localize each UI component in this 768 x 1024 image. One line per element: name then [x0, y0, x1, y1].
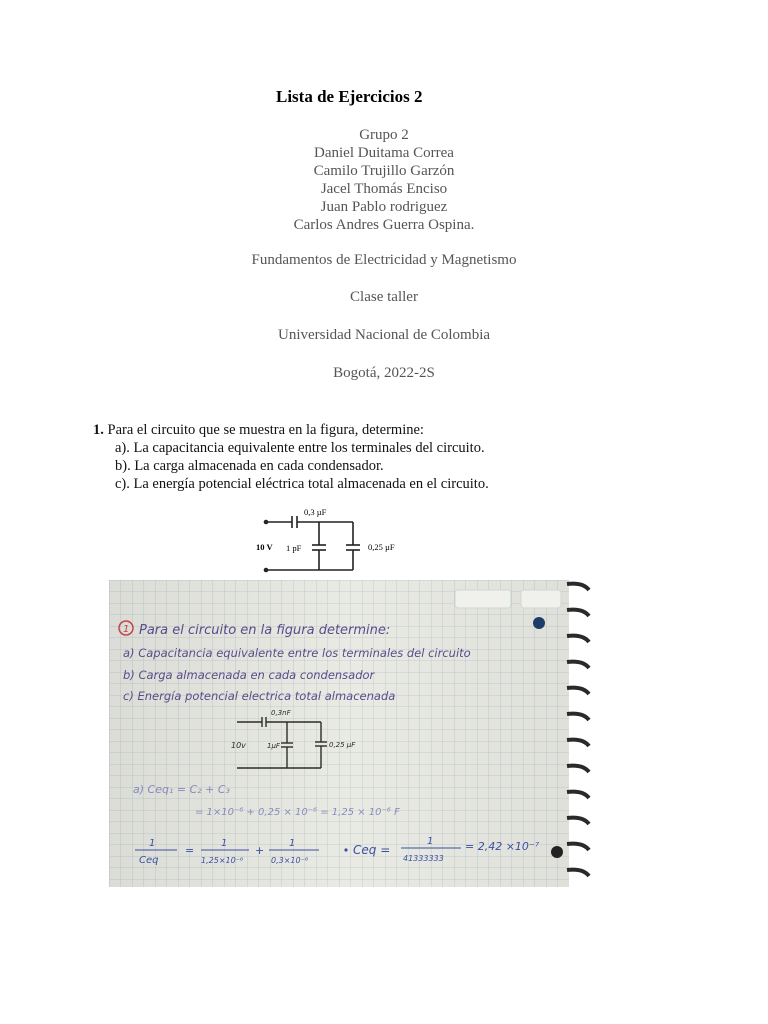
author-name: Juan Pablo rodriguez	[320, 199, 448, 215]
fraction-num: 1	[221, 838, 228, 849]
author-name: Jacel Thomás Enciso	[320, 181, 448, 197]
plus-sign: +	[255, 844, 265, 857]
question-item: c). La energía potencial eléctrica total almacenada en el circuito.	[115, 476, 489, 492]
author-name: Camilo Trujillo Garzón	[313, 163, 455, 179]
question-1	[93, 421, 489, 493]
session-name: Clase taller	[350, 289, 418, 305]
notebook-photo	[109, 580, 594, 887]
place-date: Bogotá, 2022-2S	[333, 365, 435, 381]
page-title: Lista de Ejercicios 2	[276, 87, 423, 106]
question-item: b). La carga almacenada en cada condensador.	[115, 458, 384, 474]
notebook-heading-number: 1	[123, 624, 130, 635]
circuit-label-voltage: 10 V	[256, 542, 273, 552]
question-prompt: Para el circuito que se muestra en la figura, determine:	[107, 422, 424, 438]
ceq-label: Ceq =	[353, 843, 391, 857]
fraction-num: 1	[427, 836, 434, 847]
sketch-label-voltage: 10v	[231, 741, 246, 750]
circuit-label-c-mid: 1 pF	[286, 543, 302, 553]
notebook-line: Para el circuito en la figura determine:	[139, 623, 391, 638]
circuit-label-c-top: 0,3 µF	[304, 507, 327, 517]
fraction-den: 41333333	[403, 854, 444, 863]
equals-sign: =	[185, 844, 195, 857]
notebook-line: b) Carga almacenada en cada condensador	[123, 668, 375, 682]
fraction-den: Ceq	[139, 855, 159, 866]
circuit-label-c-right: 0,25 µF	[368, 542, 395, 552]
author-block	[180, 126, 588, 234]
work-line: = 1×10⁻⁶ + 0,25 × 10⁻⁶ = 1,25 × 10⁻⁶ F	[195, 807, 400, 818]
group-name: Grupo 2	[359, 127, 409, 143]
fraction-num: 1	[149, 838, 156, 849]
result-value: = 2,42 ×10⁻⁷	[465, 840, 540, 853]
university-name: Universidad Nacional de Colombia	[277, 327, 491, 343]
circuit-diagram	[252, 502, 398, 580]
notebook-page	[109, 580, 594, 887]
course-name: Fundamentos de Electricidad y Magnetismo	[251, 252, 517, 268]
sketch-label-c-right: 0,25 µF	[329, 741, 356, 749]
notebook-line: a) Capacitancia equivalente entre los terminales del circuito	[123, 646, 471, 660]
author-name: Daniel Duitama Correa	[314, 145, 454, 161]
fraction-den: 0,3×10⁻⁶	[271, 856, 309, 865]
sketch-label-c-top: 0,3nF	[271, 709, 291, 717]
question-number: 1.	[93, 422, 104, 438]
work-line: a) Ceq₁ = C₂ + C₃	[133, 783, 230, 796]
notebook-line: c) Energía potencial electrica total almacenada	[123, 689, 396, 703]
question-item: a). La capacitancia equivalente entre los terminales del circuito.	[115, 440, 485, 456]
fraction-num: 1	[289, 838, 296, 849]
author-name: Carlos Andres Guerra Ospina.	[293, 217, 475, 233]
sketch-label-c-mid: 1µF	[267, 742, 280, 750]
fraction-den: 1,25×10⁻⁶	[201, 856, 244, 865]
